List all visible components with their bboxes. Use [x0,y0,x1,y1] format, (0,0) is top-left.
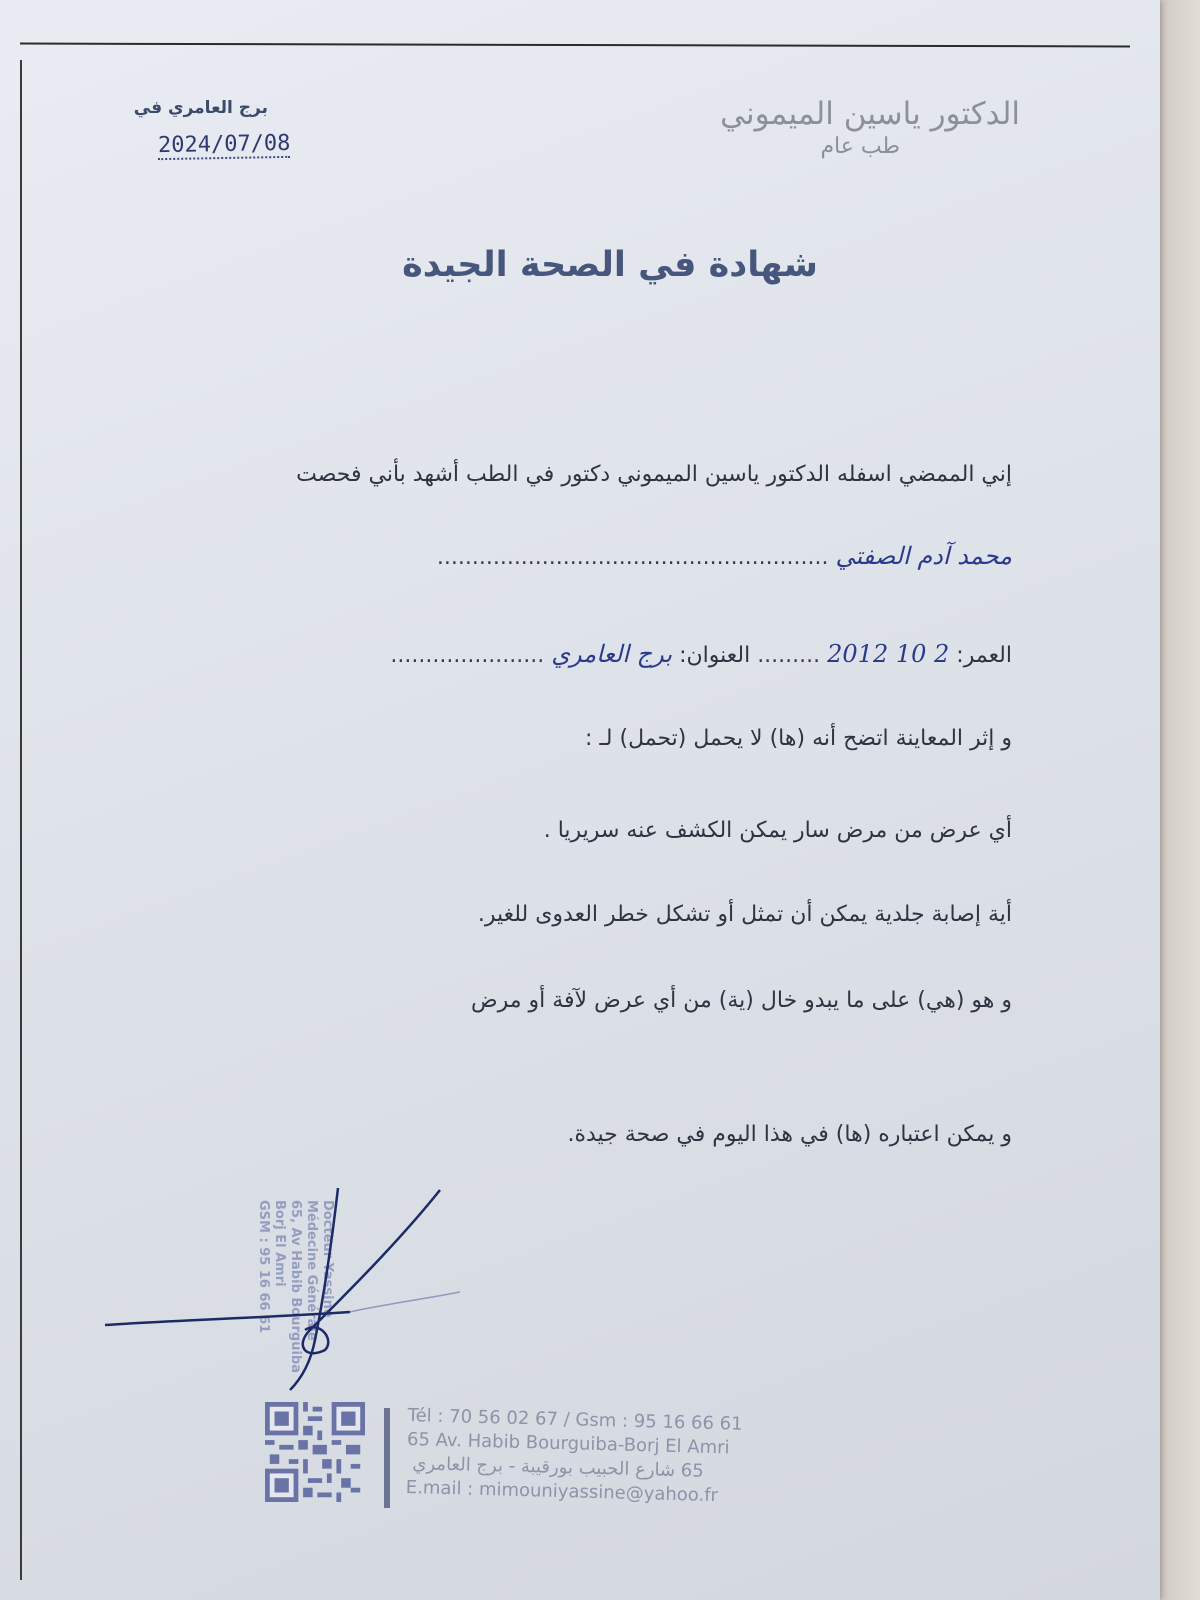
footer-divider [384,1408,390,1508]
age-address-line [390,640,1012,668]
footer-email: E.mail : mimouniyassine@yahoo.fr [405,1476,719,1507]
address-label: العنوان: [679,643,751,668]
address-value: برج العامري [551,640,673,668]
footer-address-fr: 65 Av. Habib Bourguiba-Borj El Amri [406,1428,730,1459]
name-dots: ........................................................ [436,545,829,570]
exam-line: و إثر المعاينة اتضح أنه (ها) لا يحمل (تحمل) لـ : [584,726,1012,751]
place-label: برج العامري في [133,98,268,118]
stamp-line-3: 65, Av Habib Bourguiba Borj El Amri [272,1200,303,1373]
stamp-line-1: Docteur Yassine [320,1200,335,1318]
doctor-specialty: طب عام [820,134,900,159]
top-border-line [20,43,1130,48]
patient-name-line [437,542,1012,570]
stamp-line-2: Médecine Générale [304,1200,319,1341]
footer-contact [405,1404,827,1511]
place-date-block [90,98,290,159]
address-dots: ...................... [390,643,545,668]
intro-line: إني الممضي اسفله الدكتور ياسين الميموني دكتور في الطب أشهد بأني فحصت [296,462,1012,487]
doctor-name: الدكتور ياسين الميموني [720,96,1020,132]
certificate-title: شهادة في الصحة الجيدة [402,245,818,285]
left-border-line [20,60,22,1580]
stamp-line-4: GSM : 95 16 66 61 [256,1200,271,1334]
age-value: 2012 10 2 [827,640,950,668]
doctor-letterhead [660,96,1020,159]
doctor-signature [100,1180,460,1410]
handwritten-date: 2024/07/08 [157,130,291,159]
footer-address-ar: 65 شارع الحبيب بورقيبة - برج العامري [412,1453,704,1482]
age-dots: ......... [757,643,821,668]
patient-name: محمد آدم الصفتي [835,542,1012,570]
condition-item-3: و هو (هي) على ما يبدو خال (ية) من أي عرض لآفة أو مرض [471,988,1012,1013]
conclusion-line: و يمكن اعتباره (ها) في هذا اليوم في صحة جيدة. [567,1122,1012,1147]
condition-item-2: أية إصابة جلدية يمكن أن تمثل أو تشكل خطر العدوى للغير. [477,902,1012,927]
age-label: العمر: [956,643,1012,668]
qr-code [262,1402,368,1502]
footer-phone: Tél : 70 56 02 67 / Gsm : 95 16 66 61 [407,1404,743,1435]
condition-item-1: أي عرض من مرض سار يمكن الكشف عنه سريريا . [543,818,1012,843]
